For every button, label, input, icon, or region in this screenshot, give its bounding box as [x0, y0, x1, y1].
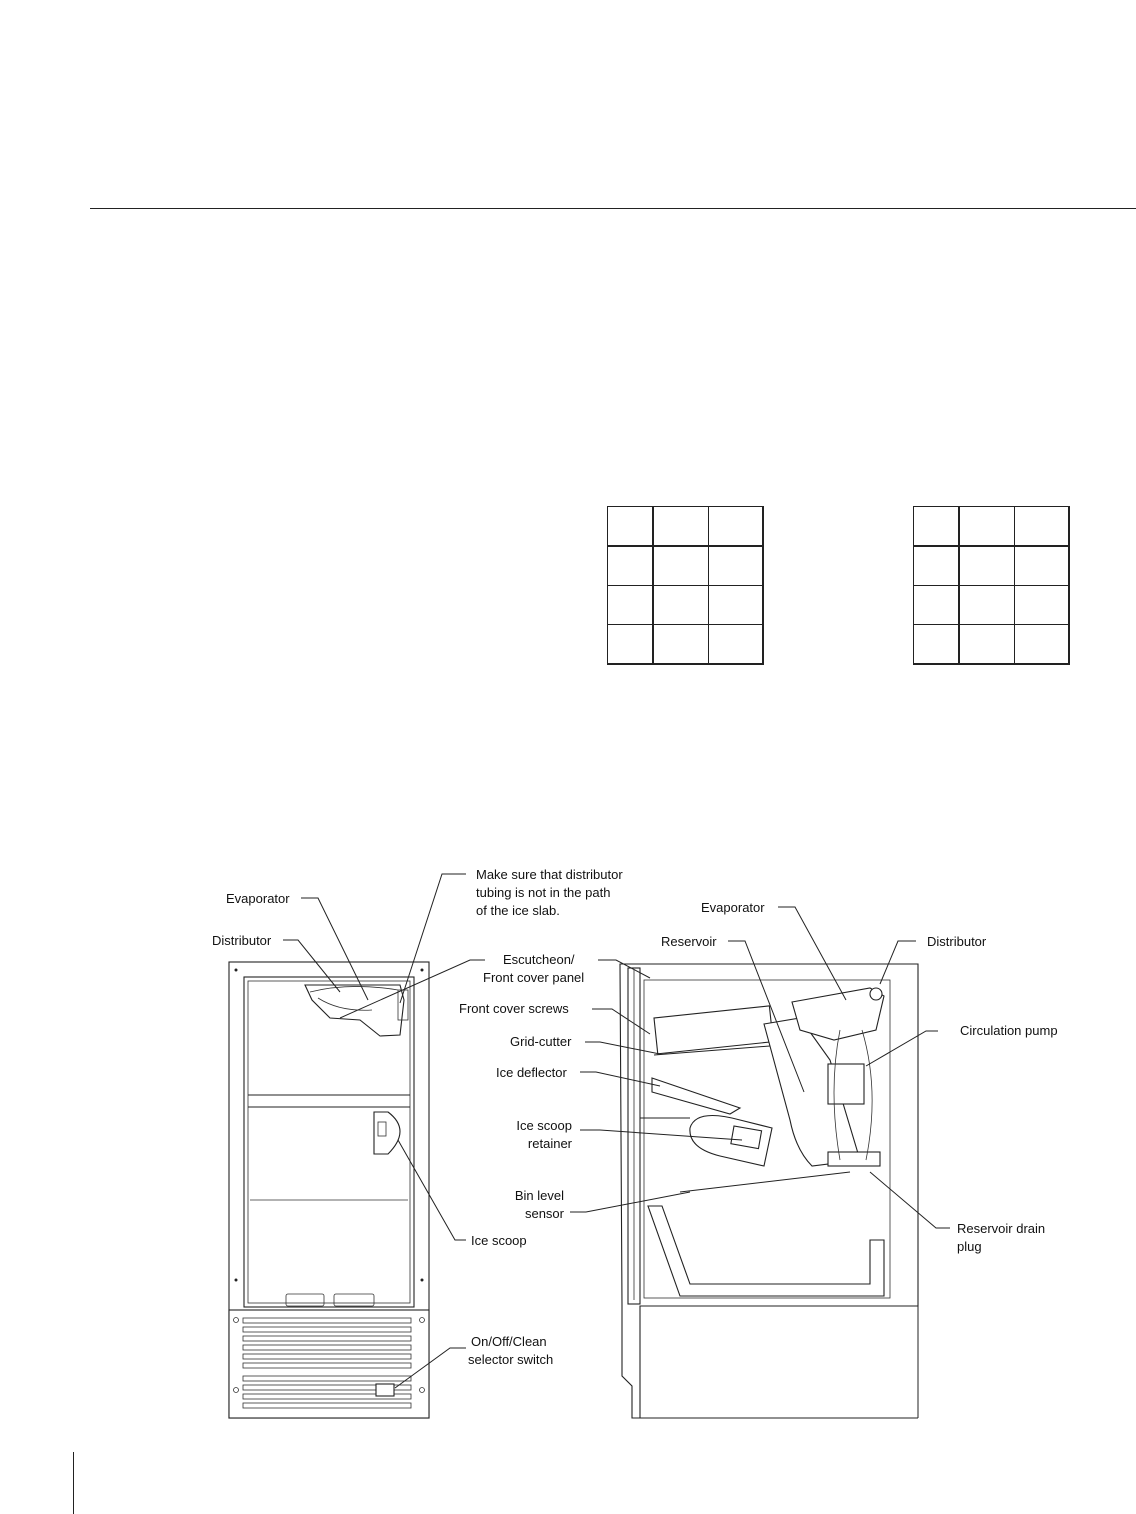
- label-reservoir: Reservoir: [661, 934, 717, 949]
- label-selector-switch-line1: On/Off/Clean: [471, 1334, 547, 1349]
- label-grid-cutter: Grid-cutter: [510, 1034, 572, 1049]
- label-circulation-pump: Circulation pump: [960, 1023, 1058, 1038]
- label-escutcheon-line1: Escutcheon/: [503, 952, 575, 967]
- label-distributor-side: Distributor: [927, 934, 987, 949]
- side-view-drawing: [620, 964, 918, 1418]
- front-view-drawing: [229, 962, 429, 1418]
- label-evaporator-side: Evaporator: [701, 900, 765, 915]
- label-selector-switch-line2: selector switch: [468, 1352, 554, 1367]
- footer-margin-rule: [73, 1452, 74, 1514]
- label-ice-scoop-retainer-line2: retainer: [527, 1136, 572, 1151]
- label-ice-scoop-retainer-line1: Ice scoop: [516, 1118, 572, 1133]
- label-front-cover-screws: Front cover screws: [459, 1001, 569, 1016]
- label-reservoir-drain-line1: Reservoir drain: [957, 1221, 1046, 1236]
- label-reservoir-drain-line2: plug: [957, 1239, 982, 1254]
- label-bin-level-sensor-line2: sensor: [524, 1206, 564, 1221]
- label-distributor-note-line3: of the ice slab.: [476, 903, 560, 918]
- label-distributor-note-line1: Make sure that distributor: [476, 867, 623, 882]
- label-ice-deflector: Ice deflector: [496, 1065, 567, 1080]
- label-distributor-front: Distributor: [212, 933, 272, 948]
- label-ice-scoop: Ice scoop: [471, 1233, 527, 1248]
- label-escutcheon-line2: Front cover panel: [483, 970, 585, 985]
- selector-switch-graphic: [376, 1384, 394, 1396]
- label-evaporator-front: Evaporator: [226, 891, 290, 906]
- label-distributor-note-line2: tubing is not in the path: [476, 885, 611, 900]
- label-bin-level-sensor-line1: Bin level: [514, 1188, 564, 1203]
